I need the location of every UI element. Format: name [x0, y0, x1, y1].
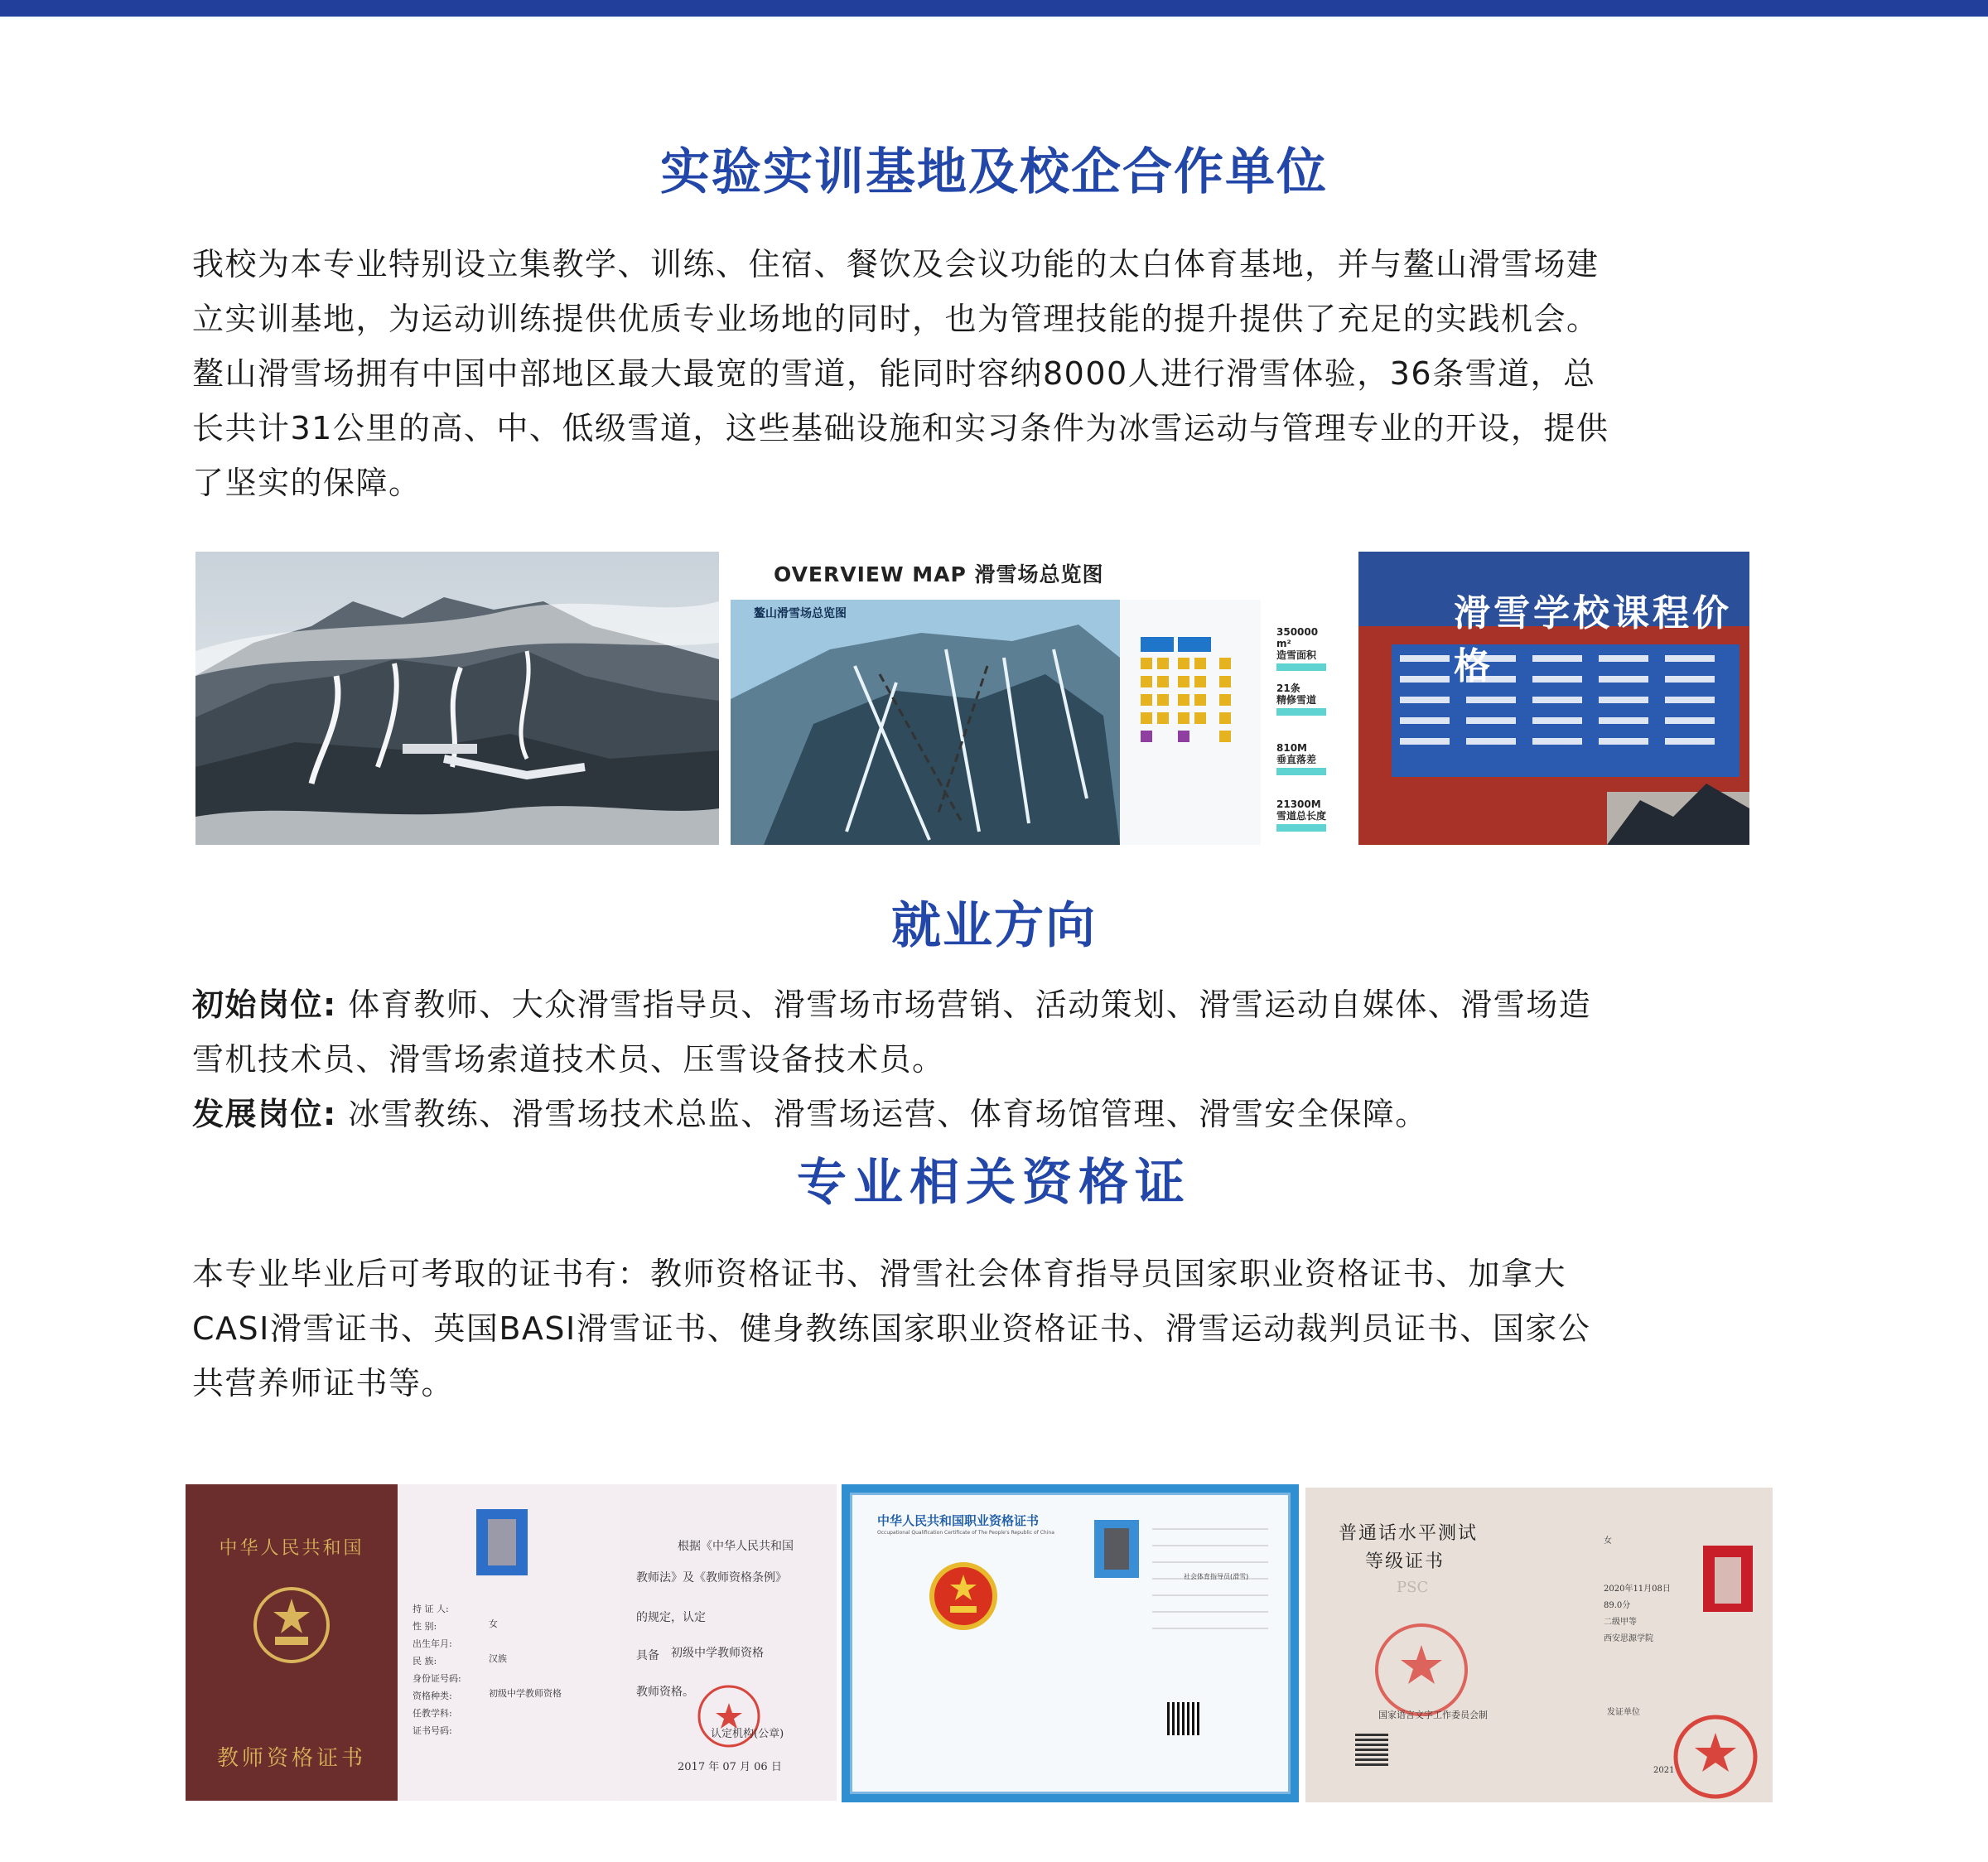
- ski-resort-mountain-photo: [195, 552, 719, 845]
- paragraph-line: 本专业毕业后可考取的证书有：教师资格证书、滑雪社会体育指导员国家职业资格证书、加拿大: [192, 1256, 1567, 1292]
- paragraph-line: 共营养师证书等。: [192, 1365, 455, 1401]
- statement-line: 的规定，认定: [636, 1611, 706, 1624]
- gender-value: 女: [489, 1618, 498, 1629]
- vocational-title: 中华人民共和国职业资格证书: [877, 1513, 1040, 1528]
- ski-school-price-board-photo: [1358, 552, 1749, 845]
- cover-country-text: 中华人民共和国: [219, 1538, 364, 1559]
- training-base-paragraph: [192, 237, 1766, 510]
- mandarin-title-line2: 等级证书: [1365, 1551, 1445, 1572]
- paragraph-line: 了坚实的保障。: [192, 465, 422, 501]
- field-label: 资格种类:: [413, 1691, 452, 1701]
- certificate-field-labels: [413, 1600, 461, 1739]
- overview-stat: [1276, 683, 1326, 716]
- cover-title-text: 教师资格证书: [216, 1746, 366, 1771]
- section-title-training-base: 实验实训基地及校企合作单位: [660, 143, 1328, 201]
- overview-stat: [1276, 798, 1326, 832]
- certificate-statement-page: [620, 1484, 837, 1801]
- top-accent-bar: [0, 0, 1988, 17]
- national-emblem-icon: [250, 1584, 333, 1667]
- stat-label: 精修雪道: [1276, 694, 1317, 706]
- statement-line: 认定机构(公章): [711, 1728, 784, 1740]
- vocational-subtitle: Occupational Qualification Certificate of The People's Republic of China: [877, 1530, 1054, 1536]
- paragraph-line: 长共计31公里的高、中、低级雪道，这些基础设施和实习条件为冰雪运动与管理专业的开设，提供: [192, 410, 1609, 446]
- field-label: 民 族:: [413, 1656, 437, 1667]
- vocational-certificate-photo: [842, 1484, 1299, 1802]
- mandarin-year: 2021: [1653, 1766, 1675, 1775]
- field-label: 证书号码:: [413, 1725, 452, 1736]
- mandarin-test-date: 2020年11月08日: [1604, 1585, 1671, 1594]
- statement-line: 根据《中华人民共和国: [678, 1540, 794, 1553]
- certificate-info-page: [398, 1484, 620, 1801]
- development-positions-text: 冰雪教练、滑雪场技术总监、滑雪场运营、体育场馆管理、滑雪安全保障。: [336, 1096, 1428, 1132]
- mandarin-gender: 女: [1604, 1536, 1612, 1546]
- field-label: 身份证号码:: [413, 1673, 461, 1684]
- price-board-title: 滑雪学校课程价格: [1454, 592, 1732, 687]
- initial-positions-label: 初始岗位:: [192, 986, 337, 1023]
- photo-placeholder: [476, 1509, 528, 1575]
- section-title-certificates: 专业相关资格证: [797, 1154, 1191, 1212]
- stat-label: 雪道总长度: [1276, 810, 1327, 822]
- paragraph-line: CASI滑雪证书、英国BASI滑雪证书、健身教练国家职业资格证书、滑雪运动裁判员证书、国家公: [192, 1310, 1591, 1347]
- career-paragraph: [192, 977, 1766, 1141]
- stat-value: 350000 m²: [1276, 626, 1319, 649]
- certificates-paragraph: [192, 1247, 1766, 1411]
- psc-logo-text: PSC: [1397, 1579, 1429, 1596]
- overview-map-title: OVERVIEW MAP 滑雪场总览图: [774, 562, 1104, 586]
- statement-line: 教师法》及《教师资格条例》: [636, 1571, 787, 1585]
- ethnicity-value: 汉族: [489, 1653, 507, 1664]
- ski-resort-overview-map: [731, 552, 1335, 847]
- national-emblem-icon: [929, 1561, 998, 1631]
- stat-label: 造雪面积: [1276, 649, 1317, 661]
- mandarin-level: 二级甲等: [1604, 1618, 1637, 1627]
- stat-label: 垂直落差: [1276, 754, 1317, 765]
- field-label: 持 证 人:: [413, 1604, 449, 1614]
- statement-qualification: 初级中学教师资格: [671, 1647, 764, 1660]
- trail-map-image: [731, 600, 1261, 845]
- issue-date: 2017 年 07 月 06 日: [678, 1761, 782, 1773]
- certificate-cover: [186, 1484, 398, 1801]
- vocational-occupation: 社会体育指导员(滑雪): [1184, 1573, 1249, 1580]
- mandarin-score: 89.0分: [1604, 1601, 1631, 1610]
- statement-line: 教师资格。: [636, 1686, 694, 1699]
- overview-stat: [1276, 626, 1335, 671]
- statement-line: 具备: [636, 1649, 659, 1662]
- stat-value: 21条: [1276, 683, 1300, 694]
- mandarin-issuer: 国家语言文字工作委员会制: [1378, 1710, 1488, 1720]
- mandarin-title-line1: 普通话水平测试: [1339, 1523, 1479, 1544]
- trail-map-inset-title: 鳌山滑雪场总览图: [754, 607, 847, 620]
- initial-positions-text: 体育教师、大众滑雪指导员、滑雪场市场营销、活动策划、滑雪运动自媒体、滑雪场造: [336, 986, 1592, 1023]
- career-initial-line: [192, 977, 1766, 1032]
- red-seal-icon: [1670, 1711, 1761, 1802]
- career-development-line: [192, 1087, 1766, 1141]
- overview-stat: [1276, 742, 1326, 775]
- stat-value: 21300M: [1276, 798, 1321, 810]
- qualification-value: 初级中学教师资格: [489, 1688, 562, 1699]
- field-label: 出生年月:: [413, 1638, 452, 1649]
- teacher-certificate-photo: [186, 1484, 837, 1801]
- field-label: 性 别:: [413, 1621, 437, 1632]
- photo-placeholder: [1703, 1546, 1753, 1612]
- red-seal-icon: [1372, 1620, 1471, 1720]
- paragraph-line: 鳌山滑雪场拥有中国中部地区最大最宽的雪道，能同时容纳8000人进行滑雪体验，36条雪道，总: [192, 355, 1596, 392]
- stat-value: 810M: [1276, 742, 1307, 754]
- paragraph-line: 立实训基地，为运动训练提供优质专业场地的同时，也为管理技能的提升提供了充足的实践机会。: [192, 301, 1600, 337]
- qr-code-icon: [1167, 1702, 1200, 1735]
- photo-placeholder: [1094, 1520, 1139, 1578]
- mandarin-issue-unit: 发证单位: [1607, 1708, 1640, 1717]
- career-initial-line-2: 雪机技术员、滑雪场索道技术员、压雪设备技术员。: [192, 1041, 945, 1078]
- mandarin-test-org: 西安思源学院: [1604, 1634, 1653, 1643]
- field-label: 任教学科:: [413, 1708, 452, 1719]
- development-positions-label: 发展岗位:: [192, 1096, 337, 1132]
- section-title-career: 就业方向: [891, 897, 1097, 955]
- qr-code-icon: [1355, 1733, 1388, 1766]
- vocational-certificate-card: [850, 1493, 1291, 1794]
- mandarin-certificate-photo: [1305, 1488, 1773, 1802]
- paragraph-line: 我校为本专业特别设立集教学、训练、住宿、餐饮及会议功能的太白体育基地，并与鳌山滑雪场建: [192, 246, 1600, 282]
